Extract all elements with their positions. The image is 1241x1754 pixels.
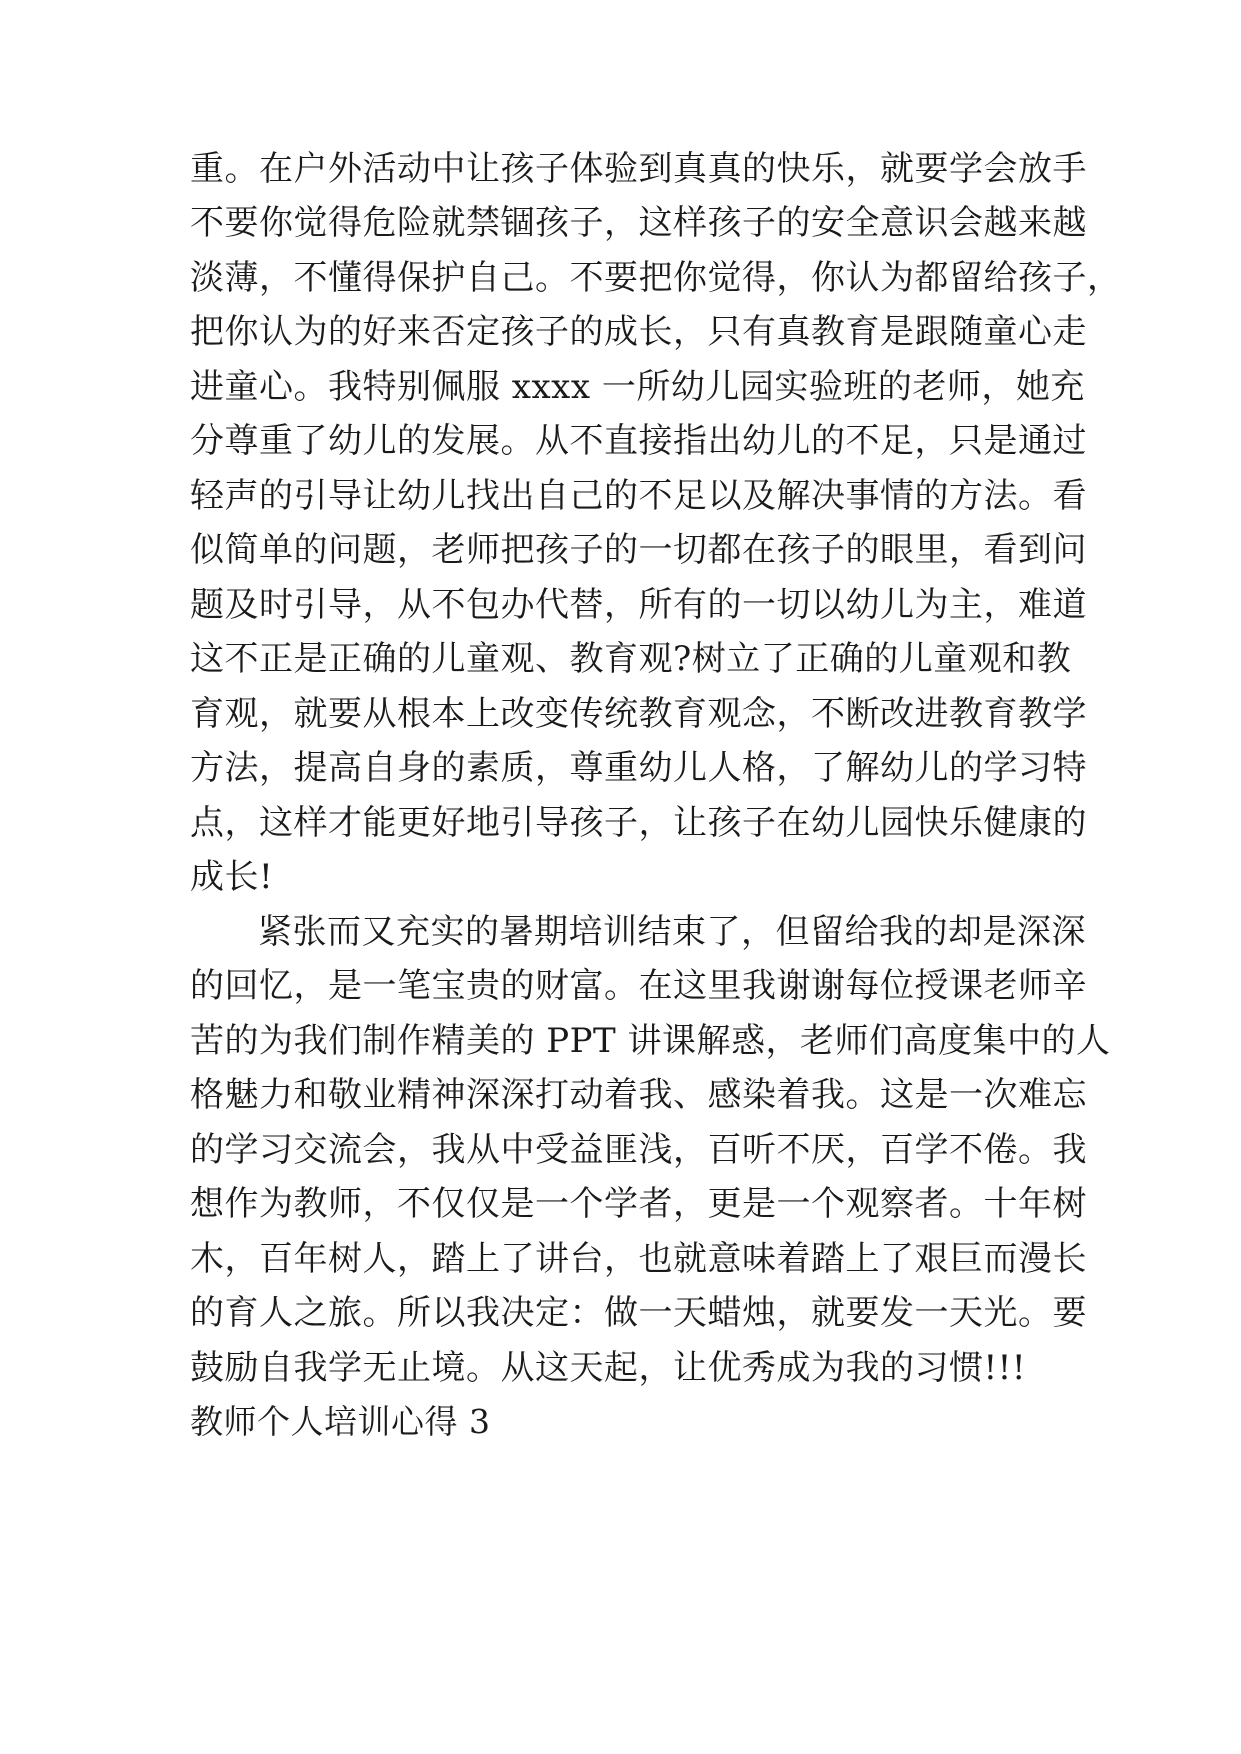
- paragraph-line: 的育人之旅。所以我决定：做一天蜡烛，就要发一天光。要: [190, 1293, 1087, 1333]
- paragraph-line: 轻声的引导让幼儿找出自己的不足以及解决事情的方法。看: [190, 476, 1087, 516]
- paragraph-line: 的回忆，是一笔宝贵的财富。在这里我谢谢每位授课老师辛: [190, 966, 1087, 1006]
- paragraph-line: 把你认为的好来否定孩子的成长，只有真教育是跟随童心走: [190, 312, 1087, 352]
- paragraph-line: 不要你觉得危险就禁锢孩子，这样孩子的安全意识会越来越: [190, 203, 1087, 243]
- paragraph-line: 鼓励自我学无止境。从这天起，让优秀成为我的习惯!!!: [190, 1348, 1026, 1388]
- paragraph-line: 似简单的问题，老师把孩子的一切都在孩子的眼里，看到问: [190, 530, 1087, 570]
- paragraph-line: 方法，提高自身的素质，尊重幼儿人格，了解幼儿的学习特: [190, 748, 1087, 788]
- paragraph-line: 这不正是正确的儿童观、教育观?树立了正确的儿童观和教: [190, 639, 1072, 679]
- paragraph-line: 题及时引导，从不包办代替，所有的一切以幼儿为主，难道: [190, 585, 1087, 625]
- paragraph-line: 的学习交流会，我从中受益匪浅，百听不厌，百学不倦。我: [190, 1130, 1087, 1170]
- paragraph-line: 分尊重了幼儿的发展。从不直接指出幼儿的不足，只是通过: [190, 421, 1087, 461]
- paragraph-line: 苦的为我们制作精美的 PPT 讲课解惑，老师们高度集中的人: [190, 1021, 1111, 1061]
- paragraph-line: 紧张而又充实的暑期培训结束了，但留给我的却是深深: [258, 912, 1086, 952]
- paragraph-line: 格魅力和敬业精神深深打动着我、感染着我。这是一次难忘: [190, 1075, 1087, 1115]
- paragraph-line: 进童心。我特别佩服 xxxx 一所幼儿园实验班的老师，她充: [190, 367, 1085, 407]
- paragraph-line: 成长!: [190, 857, 274, 897]
- paragraph-line: 重。在户外活动中让孩子体验到真真的快乐，就要学会放手: [190, 149, 1087, 189]
- paragraph-line: 想作为教师，不仅仅是一个学者，更是一个观察者。十年树: [190, 1184, 1087, 1224]
- paragraph-line: 点，这样才能更好地引导孩子，让孩子在幼儿园快乐健康的: [190, 803, 1087, 843]
- section-heading: 教师个人培训心得 3: [190, 1402, 491, 1441]
- paragraph-line: 育观，就要从根本上改变传统教育观念，不断改进教育教学: [190, 694, 1087, 734]
- paragraph-line: 淡薄，不懂得保护自己。不要把你觉得，你认为都留给孩子，: [190, 258, 1122, 298]
- paragraph-line: 木，百年树人，踏上了讲台，也就意味着踏上了艰巨而漫长: [190, 1239, 1087, 1279]
